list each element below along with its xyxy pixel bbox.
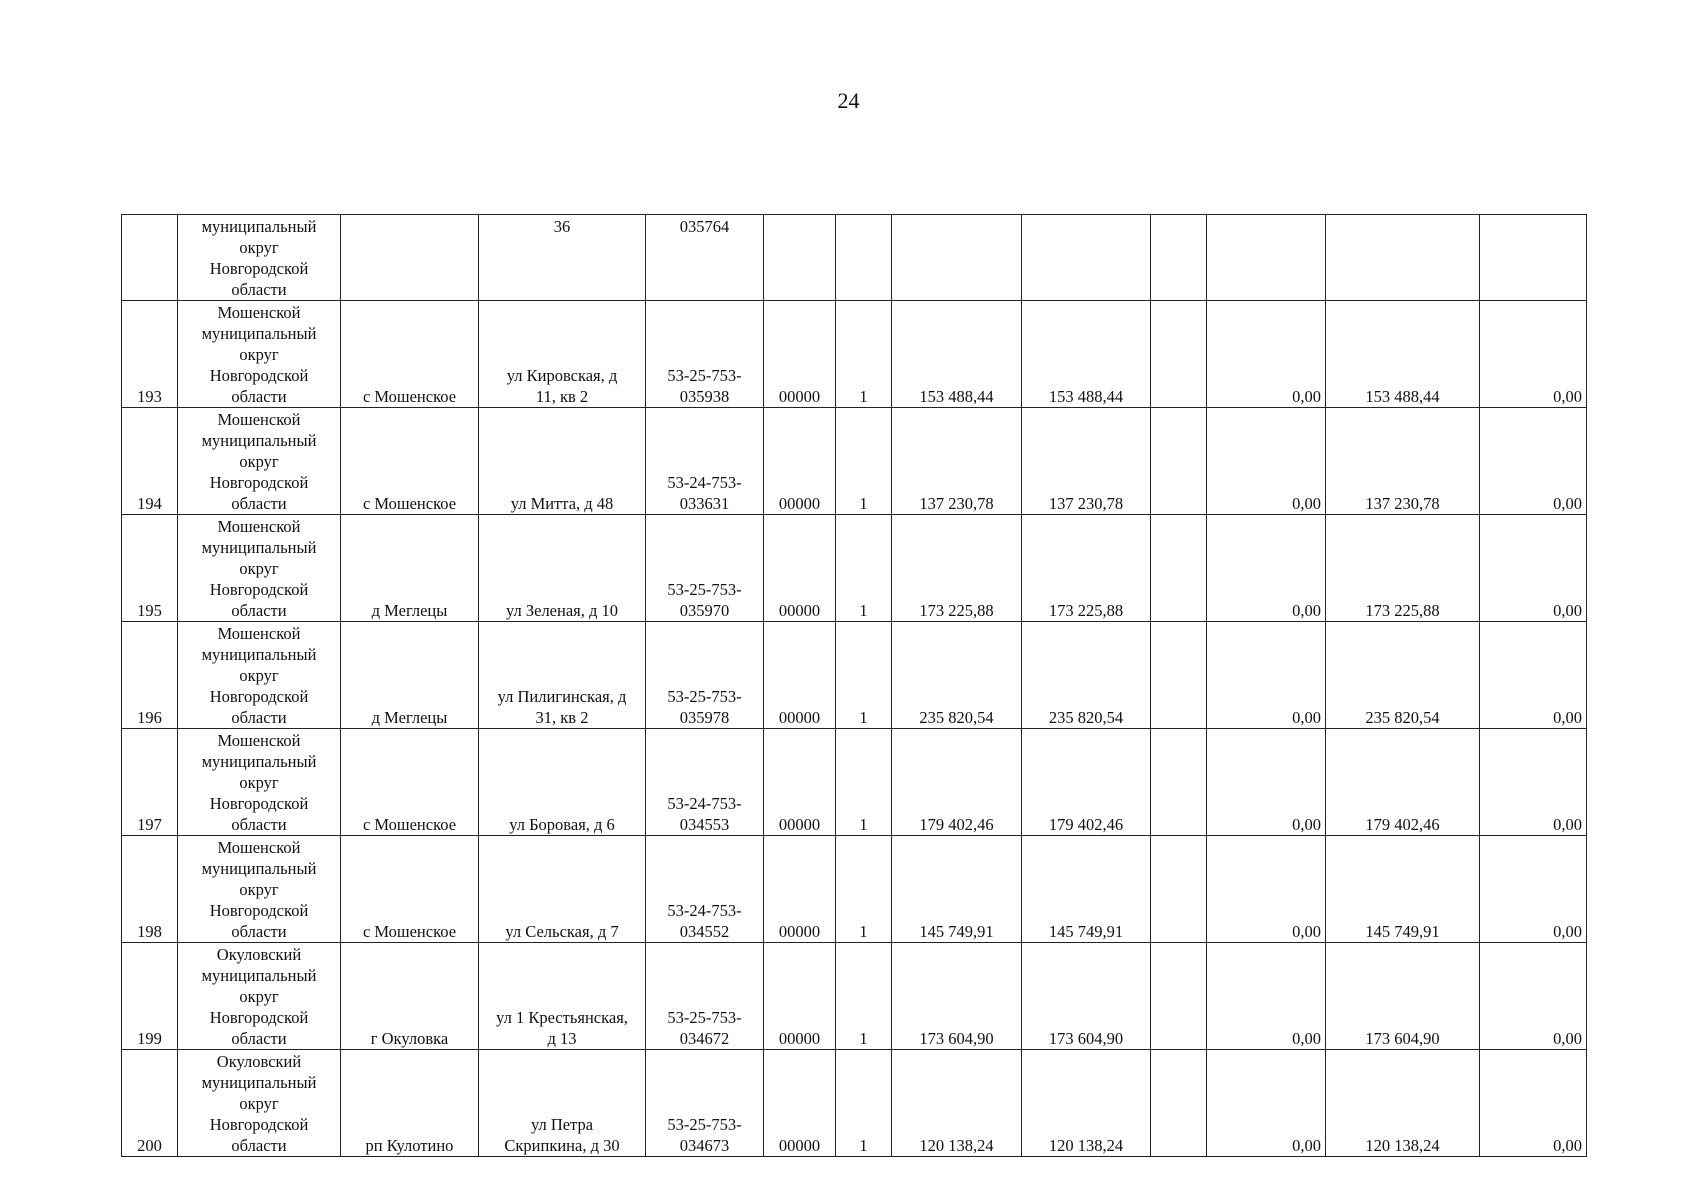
amount-cell: 173 225,88 [892,515,1022,622]
row-number-cell [122,215,178,301]
row-number-cell: 194 [122,408,178,515]
code-cell: 00000 [764,515,836,622]
cadastral-number-cell: 53-25-753- 034672 [646,943,764,1050]
amount-cell: 0,00 [1207,1050,1326,1157]
address-cell: 36 [479,215,646,301]
amount-cell: 0,00 [1207,301,1326,408]
municipality-cell: Окуловский муниципальный округ Новгородской области [178,943,341,1050]
row-number-cell: 195 [122,515,178,622]
amount-cell: 0,00 [1480,1050,1587,1157]
settlement-cell: с Мошенское [341,301,479,408]
settlement-cell: рп Кулотино [341,1050,479,1157]
code-cell: 00000 [764,301,836,408]
quantity-cell: 1 [836,729,892,836]
quantity-cell: 1 [836,515,892,622]
amount-cell: 173 604,90 [1022,943,1151,1050]
cadastral-number-cell: 53-24-753- 034552 [646,836,764,943]
empty-cell [1151,215,1207,301]
settlement-cell: с Мошенское [341,836,479,943]
cadastral-number-cell: 035764 [646,215,764,301]
row-number-cell: 193 [122,301,178,408]
code-cell [764,215,836,301]
page-number: 24 [837,88,860,113]
table-body [122,215,1587,1157]
municipality-cell: Мошенской муниципальный округ Новгородской области [178,515,341,622]
code-cell: 00000 [764,1050,836,1157]
address-cell: ул Зеленая, д 10 [479,515,646,622]
quantity-cell [836,215,892,301]
table-row [122,515,1587,622]
address-cell: ул 1 Крестьянская, д 13 [479,943,646,1050]
code-cell: 00000 [764,729,836,836]
amount-cell [1022,215,1151,301]
cadastral-number-cell: 53-25-753- 035978 [646,622,764,729]
amount-cell: 137 230,78 [892,408,1022,515]
table-row [122,836,1587,943]
table-row [122,943,1587,1050]
amount-cell: 145 749,91 [1326,836,1480,943]
empty-cell [1151,1050,1207,1157]
cadastral-number-cell: 53-24-753- 033631 [646,408,764,515]
amount-cell: 173 604,90 [892,943,1022,1050]
amount-cell: 173 225,88 [1326,515,1480,622]
amount-cell: 0,00 [1207,729,1326,836]
row-number-cell: 197 [122,729,178,836]
amount-cell: 0,00 [1207,622,1326,729]
amount-cell: 235 820,54 [892,622,1022,729]
amount-cell: 0,00 [1207,515,1326,622]
amount-cell: 0,00 [1480,408,1587,515]
empty-cell [1151,943,1207,1050]
empty-cell [1151,301,1207,408]
empty-cell [1151,622,1207,729]
empty-cell [1151,408,1207,515]
table-row [122,1050,1587,1157]
address-cell: ул Митта, д 48 [479,408,646,515]
amount-cell: 145 749,91 [892,836,1022,943]
settlement-cell: с Мошенское [341,408,479,515]
empty-cell [1151,729,1207,836]
amount-cell: 235 820,54 [1022,622,1151,729]
code-cell: 00000 [764,943,836,1050]
quantity-cell: 1 [836,301,892,408]
settlement-cell: д Меглецы [341,622,479,729]
amount-cell: 153 488,44 [892,301,1022,408]
amount-cell: 0,00 [1480,729,1587,836]
amount-cell: 153 488,44 [1022,301,1151,408]
amount-cell: 0,00 [1480,301,1587,408]
amount-cell: 120 138,24 [1326,1050,1480,1157]
amount-cell [1326,215,1480,301]
amount-cell: 179 402,46 [1022,729,1151,836]
amount-cell: 173 225,88 [1022,515,1151,622]
quantity-cell: 1 [836,622,892,729]
table-row [122,729,1587,836]
amount-cell [1480,215,1587,301]
table-row [122,622,1587,729]
empty-cell [1151,515,1207,622]
settlement-cell [341,215,479,301]
municipality-cell: Мошенской муниципальный округ Новгородской области [178,836,341,943]
amount-cell: 179 402,46 [1326,729,1480,836]
amount-cell: 120 138,24 [1022,1050,1151,1157]
amount-cell: 235 820,54 [1326,622,1480,729]
amount-cell: 120 138,24 [892,1050,1022,1157]
municipality-cell: Мошенской муниципальный округ Новгородской области [178,729,341,836]
code-cell: 00000 [764,836,836,943]
amount-cell: 137 230,78 [1326,408,1480,515]
cadastral-number-cell: 53-24-753- 034553 [646,729,764,836]
municipality-cell: Мошенской муниципальный округ Новгородской области [178,622,341,729]
code-cell: 00000 [764,622,836,729]
cadastral-number-cell: 53-25-753- 035938 [646,301,764,408]
address-cell: ул Кировская, д 11, кв 2 [479,301,646,408]
quantity-cell: 1 [836,1050,892,1157]
table-row [122,215,1587,301]
address-cell: ул Сельская, д 7 [479,836,646,943]
row-number-cell: 199 [122,943,178,1050]
amount-cell: 0,00 [1480,515,1587,622]
row-number-cell: 196 [122,622,178,729]
settlement-cell: с Мошенское [341,729,479,836]
amount-cell: 137 230,78 [1022,408,1151,515]
row-number-cell: 200 [122,1050,178,1157]
table-row [122,301,1587,408]
amount-cell: 0,00 [1207,943,1326,1050]
municipality-cell: Окуловский муниципальный округ Новгородской области [178,1050,341,1157]
code-cell: 00000 [764,408,836,515]
amount-cell [892,215,1022,301]
amount-cell: 0,00 [1480,622,1587,729]
table-row [122,408,1587,515]
municipality-cell: Мошенской муниципальный округ Новгородской области [178,301,341,408]
amount-cell: 179 402,46 [892,729,1022,836]
amount-cell: 0,00 [1207,836,1326,943]
cadastral-number-cell: 53-25-753- 034673 [646,1050,764,1157]
cadastral-number-cell: 53-25-753- 035970 [646,515,764,622]
settlement-cell: д Меглецы [341,515,479,622]
empty-cell [1151,836,1207,943]
municipality-cell: Мошенской муниципальный округ Новгородской области [178,408,341,515]
municipality-cell: муниципальный округ Новгородской области [178,215,341,301]
amount-cell: 145 749,91 [1022,836,1151,943]
amount-cell: 0,00 [1207,408,1326,515]
row-number-cell: 198 [122,836,178,943]
amount-cell: 153 488,44 [1326,301,1480,408]
quantity-cell: 1 [836,408,892,515]
address-cell: ул Петра Скрипкина, д 30 [479,1050,646,1157]
address-cell: ул Пилигинская, д 31, кв 2 [479,622,646,729]
address-cell: ул Боровая, д 6 [479,729,646,836]
quantity-cell: 1 [836,943,892,1050]
data-table [121,214,1587,1157]
quantity-cell: 1 [836,836,892,943]
amount-cell [1207,215,1326,301]
amount-cell: 0,00 [1480,836,1587,943]
amount-cell: 173 604,90 [1326,943,1480,1050]
settlement-cell: г Окуловка [341,943,479,1050]
amount-cell: 0,00 [1480,943,1587,1050]
